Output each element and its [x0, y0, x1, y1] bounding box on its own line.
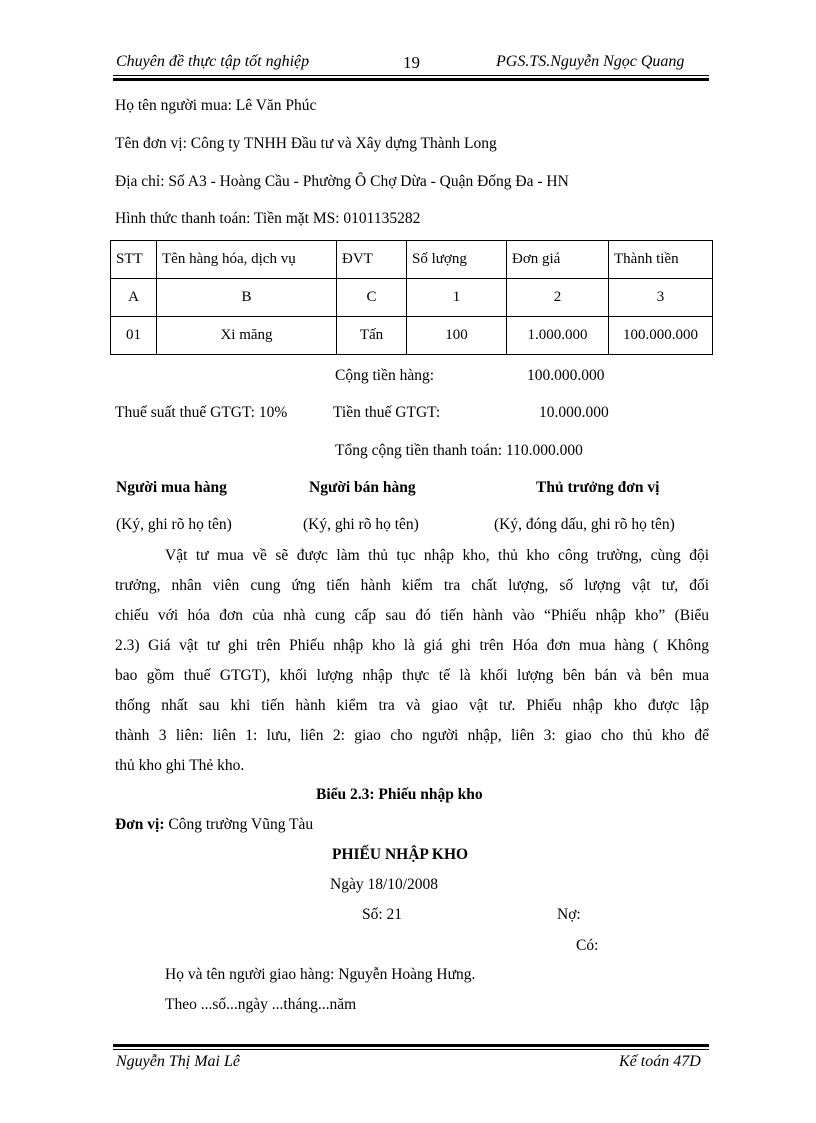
- table-cell: 1.000.000: [507, 317, 609, 355]
- header-left: Chuyên đề thực tập tốt nghiệp: [116, 53, 310, 70]
- footer-rule-thick: [113, 1044, 709, 1047]
- footer-left: Nguyễn Thị Mai Lê: [116, 1053, 240, 1070]
- head-signature-note: (Ký, đóng dấu, ghi rõ họ tên): [494, 516, 675, 533]
- paragraph-line: 2.3) Giá vật tư ghi trên Phiếu nhập kho là giá ghi trên Hóa đơn mua hàng ( Không: [115, 637, 709, 654]
- footer-right: Kế toán 47D: [619, 1053, 701, 1070]
- paragraph-line: thống nhất sau khi tiến hành kiểm tra và giao vật tư. Phiếu nhập kho được lập: [115, 697, 709, 714]
- receipt-deliverer: Họ và tên người giao hàng: Nguyễn Hoàng Hưng.: [165, 966, 476, 983]
- page-number: 19: [403, 53, 420, 72]
- unit-name: Tên đơn vị: Công ty TNHH Đầu tư và Xây dựng Thành Long: [115, 135, 497, 152]
- col-header: Số lượng: [407, 241, 507, 279]
- body-paragraph: [115, 541, 709, 781]
- address: Địa chỉ: Số A3 - Hoàng Cầu - Phường Ô Chợ Dừa - Quận Đống Đa - HN: [115, 173, 569, 190]
- header-rule-thick: [113, 78, 709, 81]
- col-header: Thành tiền: [609, 241, 713, 279]
- col-header: Tên hàng hóa, dịch vụ: [157, 241, 337, 279]
- seller-signature-title: Người bán hàng: [309, 479, 416, 496]
- receipt-unit: [115, 816, 313, 834]
- seller-signature-note: (Ký, ghi rõ họ tên): [303, 516, 419, 533]
- paragraph-line: thành 3 liên: liên 1: lưu, liên 2: giao cho người nhập, liên 3: giao cho thủ kho để: [115, 727, 709, 744]
- table-cell: 2: [507, 279, 609, 317]
- header-rule: [113, 75, 709, 76]
- col-header: Đơn giá: [507, 241, 609, 279]
- grand-total: Tổng cộng tiền thanh toán: 110.000.000: [335, 442, 583, 459]
- receipt-unit-value: Công trường Vũng Tàu: [164, 816, 314, 833]
- paragraph-line: Vật tư mua về sẽ được làm thủ tục nhập kho, thủ kho công trường, cùng đội: [165, 547, 709, 564]
- receipt-credit: Có:: [576, 937, 599, 954]
- receipt-caption: Biểu 2.3: Phiếu nhập kho: [316, 786, 483, 803]
- table-cell: 100.000.000: [609, 317, 713, 355]
- vat-label: Tiền thuế GTGT:: [333, 404, 441, 421]
- table-cell: C: [337, 279, 407, 317]
- table-code-row: [111, 279, 713, 317]
- buyer-signature-note: (Ký, ghi rõ họ tên): [116, 516, 232, 533]
- receipt-date: Ngày 18/10/2008: [330, 876, 439, 893]
- paragraph-line: chiếu với hóa đơn của nhà cung cấp sau đó tiến hành vào “Phiếu nhập kho” (Biểu: [115, 607, 709, 624]
- paragraph-line: bao gồm thuế GTGT), khối lượng nhập thực tế là khối lượng bên bán và bên mua: [115, 667, 709, 684]
- table-row: [111, 317, 713, 355]
- head-signature-title: Thủ trưởng đơn vị: [536, 479, 660, 496]
- table-cell: Xi măng: [157, 317, 337, 355]
- footer-rule: [113, 1049, 709, 1050]
- receipt-reference: Theo ...số...ngày ...tháng...năm: [165, 996, 357, 1013]
- receipt-title: PHIẾU NHẬP KHO: [332, 846, 469, 863]
- goods-table: [110, 240, 713, 355]
- receipt-debit: Nợ:: [557, 906, 581, 923]
- goods-total-label: Cộng tiền hàng:: [335, 367, 435, 384]
- table-cell: 1: [407, 279, 507, 317]
- table-cell: 01: [111, 317, 157, 355]
- col-header: STT: [111, 241, 157, 279]
- table-cell: A: [111, 279, 157, 317]
- payment-method: Hình thức thanh toán: Tiền mặt MS: 0101135282: [115, 210, 421, 227]
- goods-total-value: 100.000.000: [527, 367, 605, 384]
- col-header: ĐVT: [337, 241, 407, 279]
- header-right: PGS.TS.Nguyễn Ngọc Quang: [496, 53, 685, 70]
- table-cell: Tấn: [337, 317, 407, 355]
- buyer-signature-title: Người mua hàng: [116, 479, 227, 496]
- vat-rate: Thuế suất thuế GTGT: 10%: [115, 404, 288, 421]
- table-cell: 3: [609, 279, 713, 317]
- table-cell: 100: [407, 317, 507, 355]
- table-header-row: [111, 241, 713, 279]
- vat-value: 10.000.000: [539, 404, 609, 421]
- receipt-number: Số: 21: [362, 906, 403, 923]
- paragraph-line: thủ kho ghi Thẻ kho.: [115, 757, 245, 774]
- buyer-name: Họ tên người mua: Lê Văn Phúc: [115, 97, 317, 114]
- paragraph-line: trưởng, nhân viên cung ứng tiến hành kiểm tra chất lượng, số lượng vật tư, đối: [115, 577, 709, 594]
- receipt-unit-label: Đơn vị:: [115, 816, 165, 833]
- table-cell: B: [157, 279, 337, 317]
